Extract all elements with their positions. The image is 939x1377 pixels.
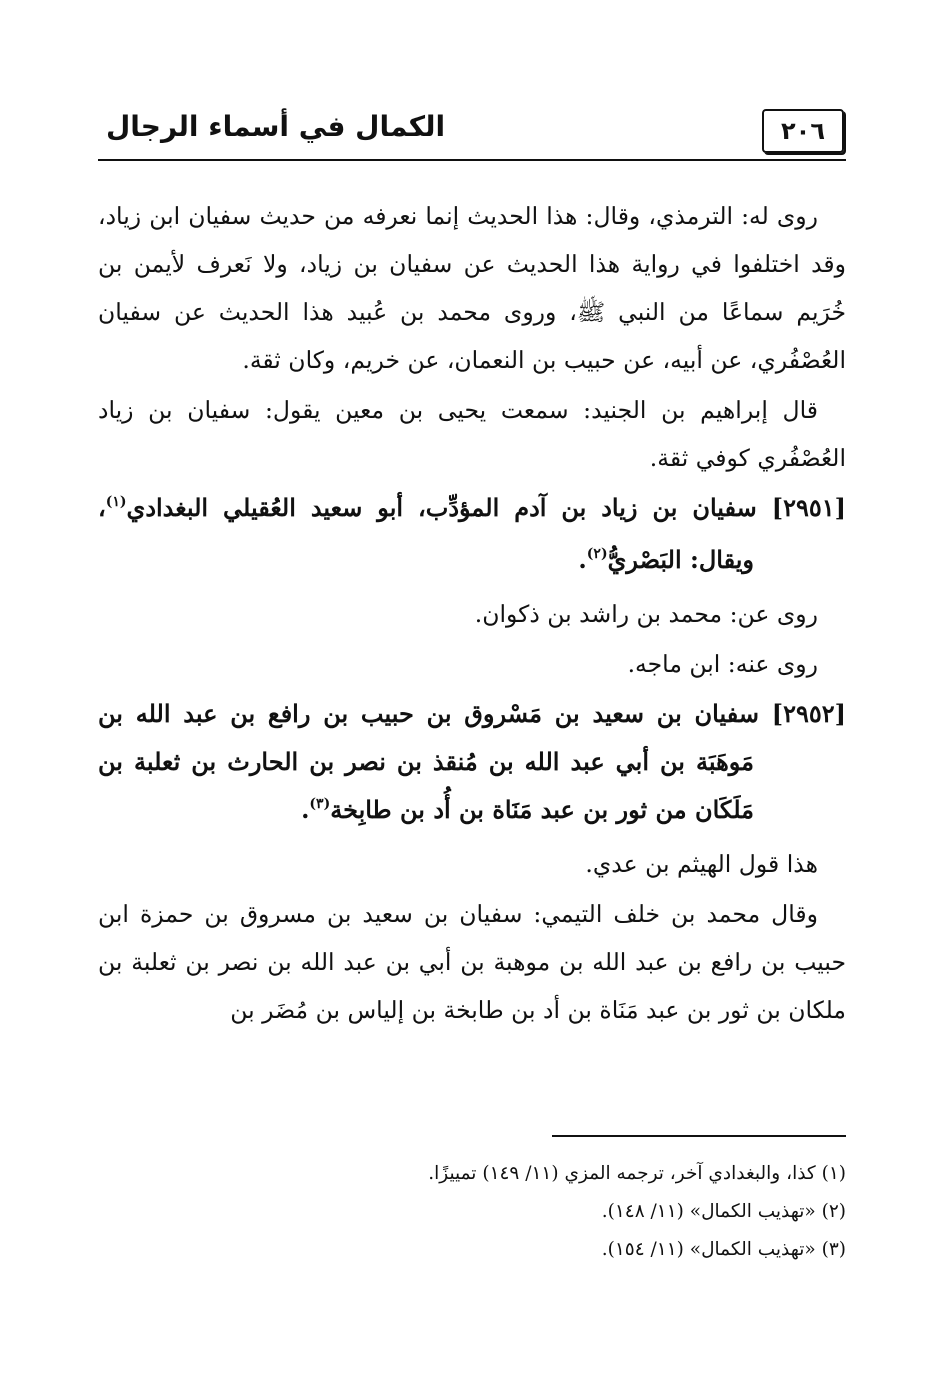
footnote-ref-1[interactable]: (١): [105, 494, 127, 510]
footnote-3: (٣) «تهذيب الكمال» (١١/ ١٥٤).: [601, 1239, 846, 1260]
page-number-box: [762, 109, 844, 153]
entry-2951-narrated-from: روى عن: محمد بن راشد بن ذكوان.: [474, 600, 818, 628]
paragraph-ibn-junayd: قال إبراهيم بن الجنيد: سمعت يحيى بن معين يقول: سفيان بن زياد العُصْفُري كوفي ثقة.: [98, 396, 846, 472]
header-rule: [98, 159, 846, 161]
entry-2951-heading: [98, 484, 846, 588]
footnote-rule: [552, 1135, 846, 1137]
entry-2951-name: [٢٩٥١] سفيان بن زياد بن آدم المؤدِّب، أبو سعيد العُقيلي البغدادي: [126, 493, 846, 522]
footnote-ref-2[interactable]: (٢): [586, 546, 608, 562]
entry-2951-end: .: [578, 545, 587, 574]
page-number: ٢٠٦: [781, 117, 825, 145]
entry-2951-alt-name: ، ويقال: البَصْريُّ: [98, 493, 754, 574]
paragraph-haytham: هذا قول الهيثم بن عدي.: [585, 850, 818, 878]
entry-2951-narrated-by: روى عنه: ابن ماجه.: [627, 650, 818, 678]
entry-2952-name: [٢٩٥٢] سفيان بن سعيد بن مَسْروق بن حبيب بن رافع بن عبد الله بن مَوهَبَة بن أبي عبد الله بن مُنقذ بن نصر بن الحارث بن ثعلبة بن مَلَكَان من ثور بن عبد مَنَاة بن أُد بن طابِخة: [98, 699, 846, 824]
footnote-1: (١) كذا، والبغدادي آخر، ترجمه المزي (١١/ ١٤٩) تمييزًا.: [428, 1163, 846, 1184]
entry-2952-end: .: [301, 795, 310, 824]
footnote-2: (٢) «تهذيب الكمال» (١١/ ١٤٨).: [601, 1201, 846, 1222]
page-header: [98, 95, 846, 165]
entry-2952-heading: [98, 690, 846, 838]
paragraph-taymi: وقال محمد بن خلف التيمي: سفيان بن سعيد بن مسروق بن حمزة ابن حبيب بن رافع بن عبد الله بن موهبة بن أبي بن عبد الله بن نصر بن ثعلبة بن ملكان بن ثور بن عبد مَنَاة بن أد بن طابخة بن إلياس بن مُضَر بن: [98, 900, 846, 1024]
main-text: [98, 192, 846, 1036]
footnote-ref-3[interactable]: (٣): [309, 796, 331, 812]
paragraph-tirmidhi: روى له: الترمذي، وقال: هذا الحديث إنما نعرفه من حديث سفيان ابن زياد، وقد اختلفوا في رواية هذا الحديث عن سفيان بن زياد، ولا نَعرف لأيمن بن خُرَيم سماعًا من النبي ﷺ، وروى محمد بن عُبيد هذا الحديث عن سفيان العُصْفُري، عن أبيه، عن حبيب بن النعمان، عن خريم، وكان ثقة.: [98, 202, 846, 374]
footnotes: [98, 1155, 846, 1269]
book-title: الكمال في أسماء الرجال: [106, 109, 446, 143]
